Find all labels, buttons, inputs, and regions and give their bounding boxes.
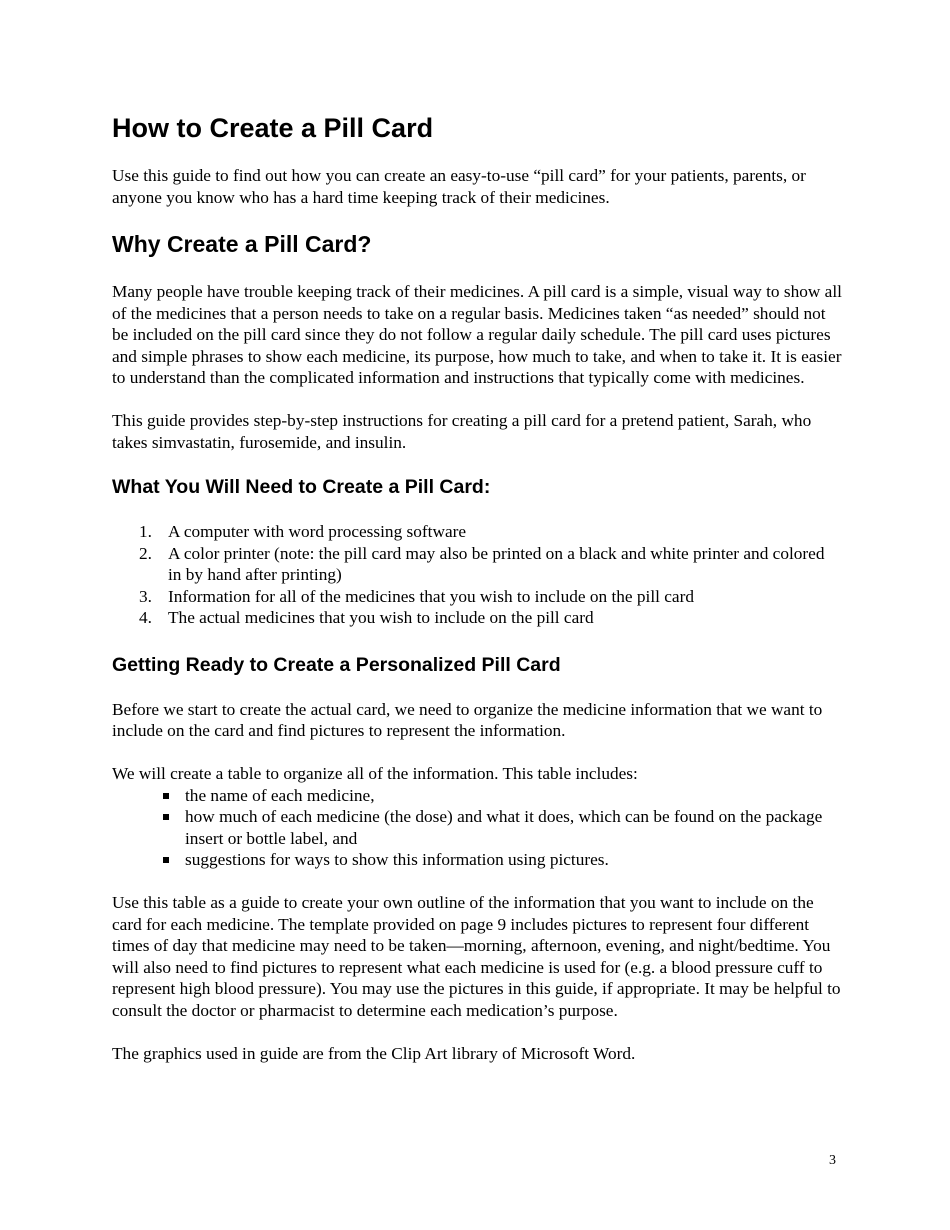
intro-paragraph: Use this guide to find out how you can create an easy-to-use “pill card” for your patients, parents, or anyone you know who has a hard time keeping track of their medicines. (112, 166, 806, 207)
list-item-text: A color printer (note: the pill card may also be printed on a black and white printer and colored in by hand after printing) (168, 543, 825, 584)
table-contents-list (112, 785, 842, 871)
why-heading: Why Create a Pill Card? (112, 231, 372, 257)
list-item (112, 785, 842, 807)
list-item (112, 543, 842, 586)
square-bullet-icon (163, 814, 169, 820)
ready-paragraph-2: We will create a table to organize all of the information. This table includes: (112, 764, 638, 783)
list-item-text: The actual medicines that you wish to include on the pill card (168, 608, 594, 627)
list-number: 2. (139, 543, 152, 563)
list-item-text: Information for all of the medicines that you wish to include on the pill card (168, 586, 694, 606)
square-bullet-icon (163, 793, 169, 799)
document-page (112, 0, 842, 1064)
need-list (112, 521, 842, 629)
list-item-text: suggestions for ways to show this information using pictures. (185, 850, 609, 869)
list-item (112, 607, 842, 629)
need-heading: What You Will Need to Create a Pill Card: (112, 476, 491, 498)
list-item-text: the name of each medicine, (185, 785, 375, 805)
list-number: 4. (139, 608, 152, 627)
page-title: How to Create a Pill Card (112, 113, 434, 143)
list-item (112, 521, 842, 543)
list-number: 1. (139, 522, 152, 541)
list-item (112, 806, 842, 849)
list-item (112, 586, 842, 608)
ready-paragraph-1: Before we start to create the actual card, we need to organize the medicine information that we want to include on the card and find pictures to represent the information. (112, 699, 823, 740)
page-number: 3 (829, 1153, 836, 1168)
list-item-text: how much of each medicine (the dose) and what it does, which can be found on the package insert or bottle label, and (185, 807, 823, 848)
graphics-credit-paragraph: The graphics used in guide are from the Clip Art library of Microsoft Word. (112, 1043, 636, 1063)
why-paragraph-1: Many people have trouble keeping track of their medicines. A pill card is a simple, visual way to show all of the medicines that a person needs to take on a regular basis. Medicines taken “as needed” should not be included on the pill card since they do not follow a regular daily schedule. The pill card uses pictures and simple phrases to show each medicine, its purpose, how much to take, and when to take it. It is easier to understand than the complicated information and instructions that typically come with medicines. (112, 282, 842, 387)
square-bullet-icon (163, 857, 169, 863)
guide-paragraph: Use this table as a guide to create your own outline of the information that you want to include on the card for each medicine. The template provided on page 9 includes pictures to represent four different times of day that medicine may need to be taken—morning, afternoon, evening, and night/bedtime. You will also need to find pictures to represent what each medicine is used for (e.g. a blood pressure cuff to represent high blood pressure). You may use the pictures in this guide, if appropriate. It may be helpful to consult the doctor or pharmacist to determine each medication’s purpose. (112, 893, 841, 1020)
list-item-text: A computer with word processing software (168, 522, 467, 541)
ready-heading: Getting Ready to Create a Personalized Pill Card (112, 653, 561, 676)
why-paragraph-2: This guide provides step-by-step instructions for creating a pill card for a pretend patient, Sarah, who takes simvastatin, furosemide, and insulin. (112, 411, 812, 452)
list-number: 3. (139, 586, 152, 606)
list-item (112, 849, 842, 871)
